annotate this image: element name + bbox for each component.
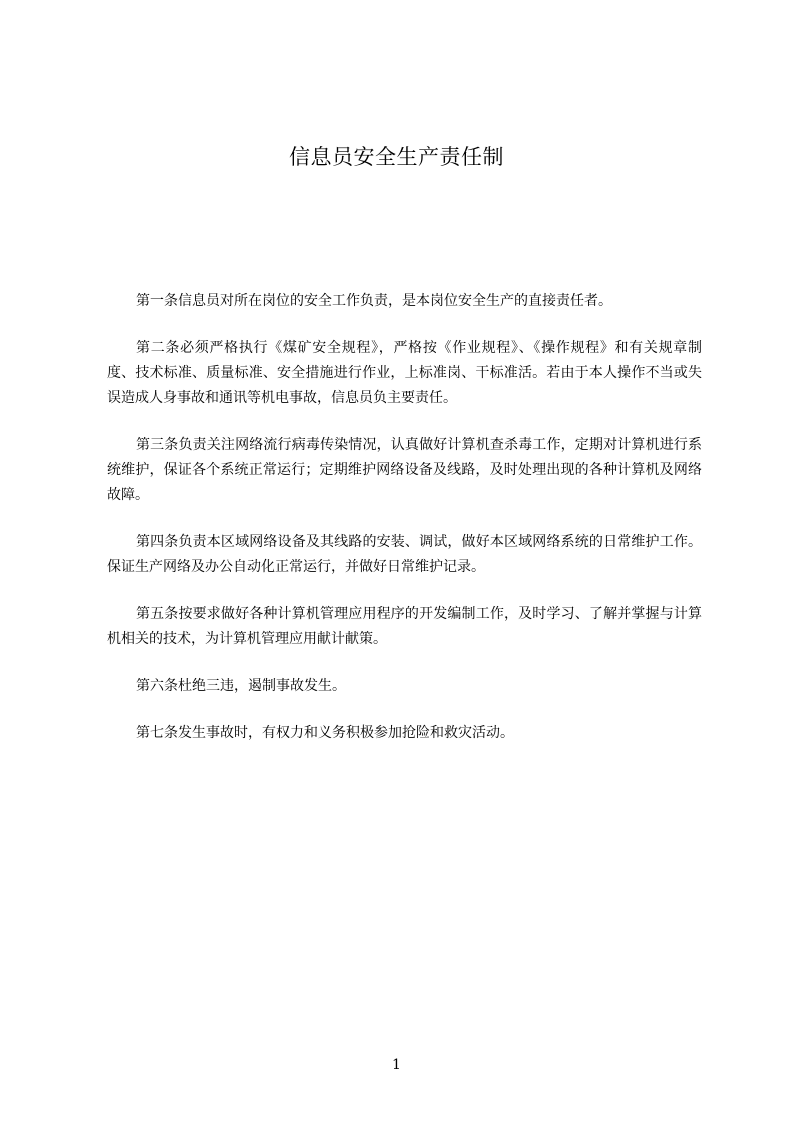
article-list	[107, 289, 702, 746]
article-6: 第六条杜绝三违，遏制事故发生。	[136, 678, 346, 694]
document-title: 信息员安全生产责任制	[289, 145, 504, 169]
article-7: 第七条发生事故时，有权力和义务积极参加抢险和救灾活动。	[136, 725, 514, 741]
article-2: 第二条必须严格执行《煤矿安全规程》，严格按《作业规程》、《操作规程》和有关规章制度、技术标准、质量标准、安全措施进行作业，上标准岗、干标准活。若由于本人操作不当或失误造成人身事故和通讯等机电事故，信息员负主要责任。	[107, 340, 702, 406]
article-5: 第五条按要求做好各种计算机管理应用程序的开发编制工作，及时学习、了解并掌握与计算机相关的技术，为计算机管理应用献计献策。	[107, 606, 702, 647]
article-3: 第三条负责关注网络流行病毒传染情况，认真做好计算机查杀毒工作，定期对计算机进行系统维护，保证各个系统正常运行；定期维护网络设备及线路，及时处理出现的各种计算机及网络故障。	[107, 437, 702, 503]
page-number: 1	[392, 1057, 401, 1073]
article-4: 第四条负责本区域网络设备及其线路的安装、调试，做好本区域网络系统的日常维护工作。保证生产网络及办公自动化正常运行，并做好日常维护记录。	[107, 534, 702, 575]
article-1: 第一条信息员对所在岗位的安全工作负责，是本岗位安全生产的直接责任者。	[136, 293, 612, 309]
